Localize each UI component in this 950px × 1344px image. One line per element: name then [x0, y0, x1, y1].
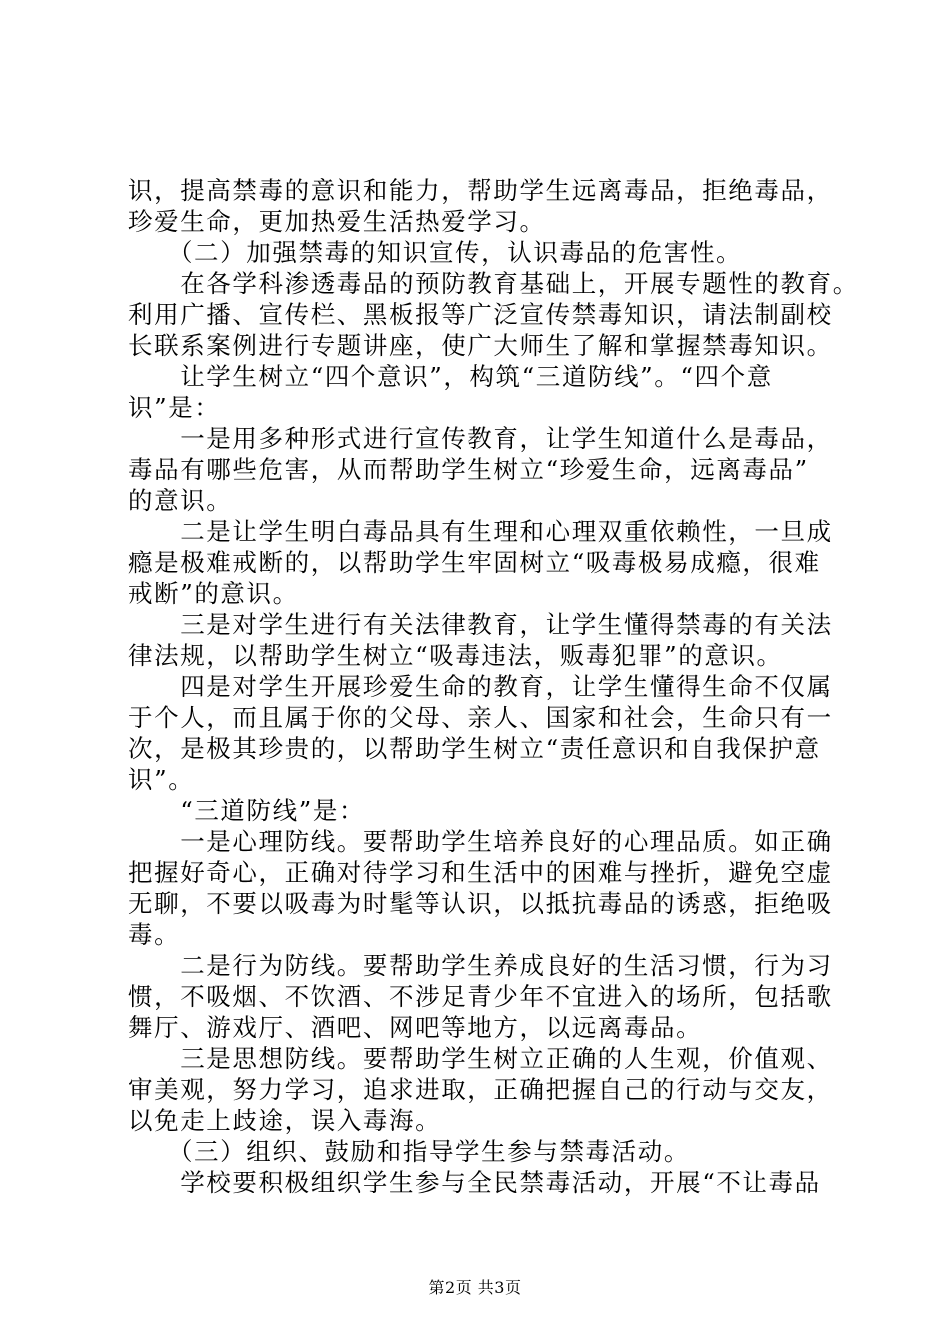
text-line: 识，提高禁毒的意识和能力，帮助学生远离毒品，拒绝毒品， [128, 176, 833, 205]
text-line: 一是用多种形式进行宣传教育，让学生知道什么是毒品， [128, 424, 833, 453]
text-line: 把握好奇心，正确对待学习和生活中的困难与挫折，避免空虚 [128, 858, 833, 887]
text-line: 让学生树立“四个意识”，构筑“三道防线”。“四个意 [128, 362, 773, 391]
text-line: 珍爱生命，更加热爱生活热爱学习。 [128, 207, 546, 236]
text-line: 惯，不吸烟、不饮酒、不涉足青少年不宜进入的场所，包括歌 [128, 982, 833, 1011]
text-line: 在各学科渗透毒品的预防教育基础上，开展专题性的教育。 [128, 269, 859, 298]
text-line: 三是思想防线。要帮助学生树立正确的人生观，价值观、 [128, 1044, 833, 1073]
section-heading: （二）加强禁毒的知识宣传，认识毒品的危害性。 [128, 238, 743, 267]
text-line: 次，是极其珍贵的，以帮助学生树立“责任意识和自我保护意 [128, 734, 821, 763]
document-body [128, 175, 859, 1198]
text-line: 一是心理防线。要帮助学生培养良好的心理品质。如正确 [128, 827, 833, 856]
section-heading: （三）组织、鼓励和指导学生参与禁毒活动。 [128, 1137, 690, 1166]
text-line: 以免走上歧途，误入毒海。 [128, 1106, 442, 1135]
text-line: 利用广播、宣传栏、黑板报等广泛宣传禁毒知识，请法制副校 [128, 300, 833, 329]
text-line: 毒。 [128, 920, 181, 949]
text-line: 律法规，以帮助学生树立“吸毒违法，贩毒犯罪”的意识。 [128, 641, 783, 670]
text-line: 识”是： [128, 393, 221, 422]
text-line: 于个人，而且属于你的父母、亲人、国家和社会，生命只有一 [128, 703, 833, 732]
text-line: “三道防线”是： [128, 796, 366, 825]
text-line: 瘾是极难戒断的，以帮助学生牢固树立“吸毒极易成瘾，很难 [128, 548, 821, 577]
text-line: 四是对学生开展珍爱生命的教育，让学生懂得生命不仅属 [128, 672, 833, 701]
text-line: 无聊，不要以吸毒为时髦等认识，以抵抗毒品的诱惑，拒绝吸 [128, 889, 833, 918]
text-line: 二是让学生明白毒品具有生理和心理双重依赖性，一旦成 [128, 517, 833, 546]
text-line: 的意识。 [128, 486, 233, 515]
text-line: 学校要积极组织学生参与全民禁毒活动，开展“不让毒品 [128, 1168, 821, 1197]
text-line: 识”。 [128, 765, 195, 794]
text-line: 长联系案例进行专题讲座，使广大师生了解和掌握禁毒知识。 [128, 331, 833, 360]
text-line: 审美观，努力学习，追求进取，正确把握自己的行动与交友， [128, 1075, 833, 1104]
page-number: 第2页 共3页 [428, 1278, 522, 1297]
page-footer [0, 1278, 950, 1298]
text-line: 二是行为防线。要帮助学生养成良好的生活习惯，行为习 [128, 951, 833, 980]
text-line: 毒品有哪些危害，从而帮助学生树立“珍爱生命，远离毒品” [128, 455, 809, 484]
text-line: 三是对学生进行有关法律教育，让学生懂得禁毒的有关法 [128, 610, 833, 639]
text-line: 舞厅、游戏厅、酒吧、网吧等地方，以远离毒品。 [128, 1013, 703, 1042]
text-line: 戒断”的意识。 [128, 579, 299, 608]
